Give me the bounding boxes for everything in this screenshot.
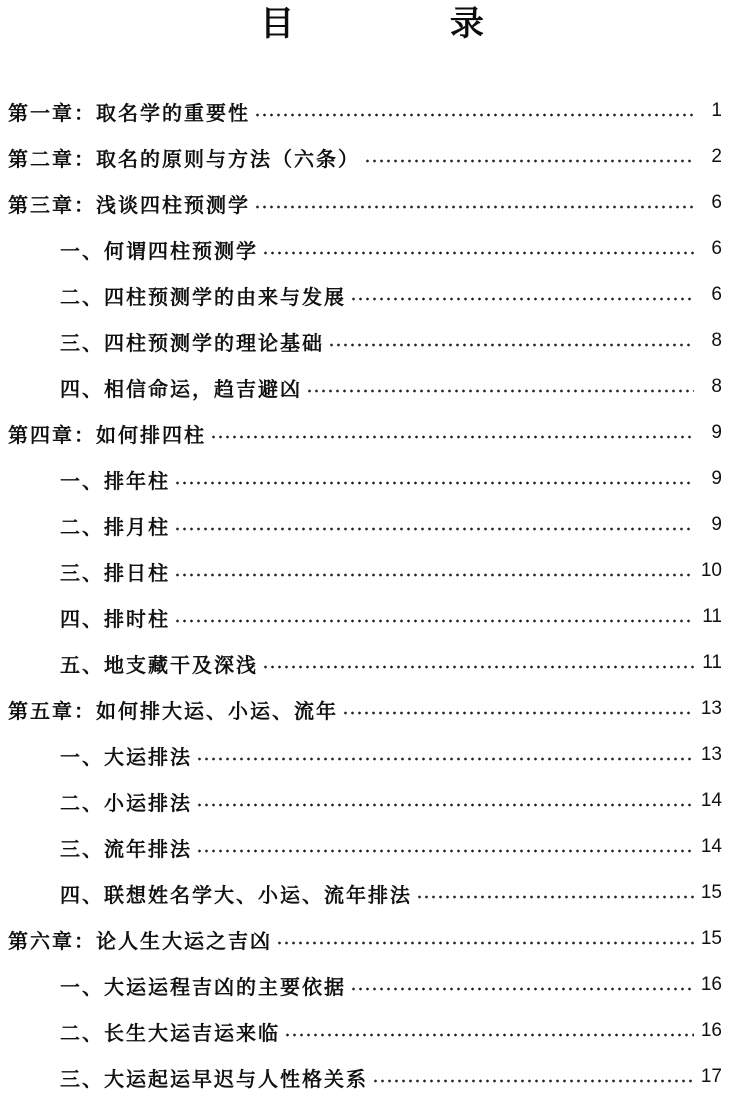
dot-leader (372, 1067, 694, 1087)
dot-leader (196, 745, 694, 765)
dot-leader (254, 101, 694, 121)
toc-entry-label: 四、联想姓名学大、小运、流年排法 (60, 882, 412, 907)
toc-entry-label: 第四章：如何排四柱 (8, 422, 206, 447)
dot-leader (196, 791, 694, 811)
toc-entry-label: 三、四柱预测学的理论基础 (60, 330, 324, 355)
toc-section-entry (0, 594, 744, 640)
toc-page-number: 14 (700, 836, 722, 857)
toc-section-entry (0, 1054, 744, 1100)
toc-page-number: 16 (700, 974, 722, 995)
toc-entry-label: 三、大运起运早迟与人性格关系 (60, 1066, 368, 1091)
dot-leader (276, 929, 694, 949)
page-title: 目 录 (260, 4, 556, 44)
toc-page-number: 14 (700, 790, 722, 811)
toc-section-entry (0, 364, 744, 410)
toc-chapter-entry (0, 410, 744, 456)
toc-entry-label: 一、大运运程吉凶的主要依据 (60, 974, 346, 999)
dot-leader (262, 239, 694, 259)
toc-page-number: 16 (700, 1020, 722, 1041)
toc-page-number: 9 (711, 468, 722, 489)
toc-section-entry (0, 778, 744, 824)
dot-leader (416, 883, 694, 903)
toc-entry-label: 一、大运排法 (60, 744, 192, 769)
toc-page-number: 11 (702, 606, 722, 627)
toc-page-number: 6 (711, 192, 722, 213)
toc-page-number: 15 (700, 882, 722, 903)
toc-entry-label: 四、排时柱 (60, 606, 170, 631)
toc-entry-label: 第一章：取名学的重要性 (8, 100, 250, 125)
toc-section-entry (0, 640, 744, 686)
toc-page-number: 13 (700, 698, 722, 719)
toc-page-number: 9 (711, 514, 722, 535)
toc-page-number: 2 (711, 146, 722, 167)
toc-section-entry (0, 318, 744, 364)
toc-entry-label: 一、排年柱 (60, 468, 170, 493)
toc-entry-label: 第二章：取名的原则与方法（六条） (8, 146, 360, 171)
toc-section-entry (0, 1008, 744, 1054)
toc-section-entry (0, 824, 744, 870)
dot-leader (284, 1021, 694, 1041)
toc-chapter-entry (0, 686, 744, 732)
toc-page-number: 1 (711, 100, 722, 121)
toc-chapter-entry (0, 134, 744, 180)
toc-page-number: 11 (702, 652, 722, 673)
toc-entry-label: 二、排月柱 (60, 514, 170, 539)
toc-chapter-entry (0, 916, 744, 962)
toc-entry-label: 二、四柱预测学的由来与发展 (60, 284, 346, 309)
toc-section-entry (0, 226, 744, 272)
dot-leader (306, 377, 694, 397)
toc-entry-label: 第三章：浅谈四柱预测学 (8, 192, 250, 217)
dot-leader (342, 699, 694, 719)
toc-entry-label: 第五章：如何排大运、小运、流年 (8, 698, 338, 723)
toc-page-number: 8 (711, 330, 722, 351)
toc-section-entry (0, 272, 744, 318)
toc-page-number: 15 (700, 928, 722, 949)
toc-page-number: 17 (700, 1066, 722, 1087)
toc-page-number: 9 (711, 422, 722, 443)
toc-section-entry (0, 732, 744, 778)
toc-entry-label: 四、相信命运，趋吉避凶 (60, 376, 302, 401)
toc-entry-label: 三、排日柱 (60, 560, 170, 585)
dot-leader (210, 423, 694, 443)
dot-leader (350, 285, 694, 305)
toc-section-entry (0, 456, 744, 502)
toc-entry-label: 三、流年排法 (60, 836, 192, 861)
dot-leader (196, 837, 694, 857)
toc-section-entry (0, 548, 744, 594)
toc-page-number: 6 (711, 238, 722, 259)
toc-section-entry (0, 502, 744, 548)
toc-page-number: 6 (711, 284, 722, 305)
dot-leader (262, 653, 694, 673)
dot-leader (174, 607, 694, 627)
dot-leader (174, 469, 694, 489)
toc-page-number: 10 (700, 560, 722, 581)
dot-leader (174, 561, 694, 581)
dot-leader (350, 975, 694, 995)
dot-leader (328, 331, 694, 351)
toc-section-entry (0, 870, 744, 916)
dot-leader (174, 515, 694, 535)
toc-section-entry (0, 962, 744, 1008)
toc-page-number: 13 (700, 744, 722, 765)
dot-leader (364, 147, 694, 167)
toc-entry-label: 一、何谓四柱预测学 (60, 238, 258, 263)
toc-entry-label: 二、长生大运吉运来临 (60, 1020, 280, 1045)
toc-entry-label: 五、地支藏干及深浅 (60, 652, 258, 677)
toc-entry-label: 第六章：论人生大运之吉凶 (8, 928, 272, 953)
toc-entry-label: 二、小运排法 (60, 790, 192, 815)
toc-chapter-entry (0, 88, 744, 134)
toc-chapter-entry (0, 180, 744, 226)
dot-leader (254, 193, 694, 213)
table-of-contents (0, 88, 744, 1100)
toc-page-number: 8 (711, 376, 722, 397)
